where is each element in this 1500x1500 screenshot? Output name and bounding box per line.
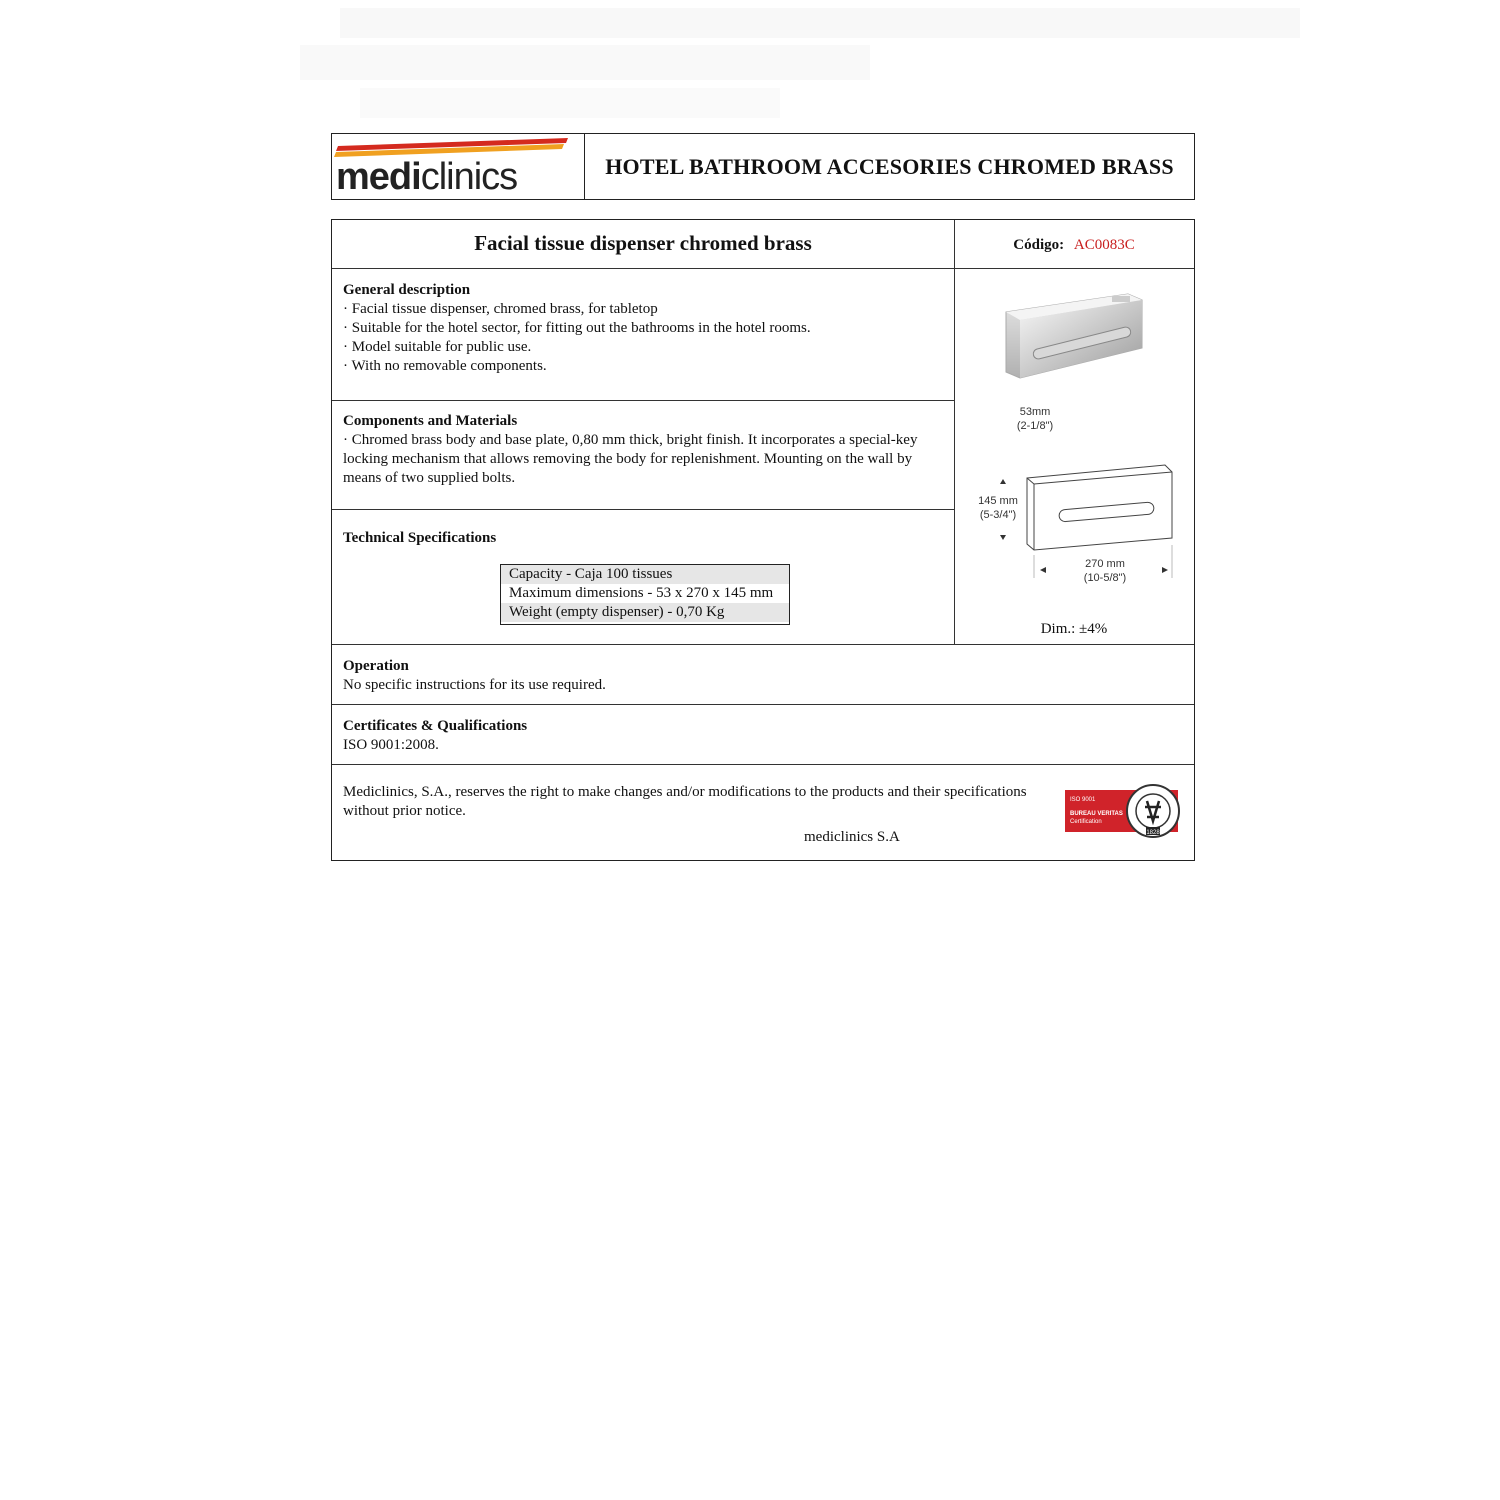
certificates-text: ISO 9001:2008. [343,737,439,753]
bleed-through-artifact [360,88,780,118]
product-title: Facial tissue dispenser chromed brass [474,231,812,255]
spec-row-weight: Weight (empty dispenser) - 0,70 Kg [501,603,789,622]
spec-row-capacity: Capacity - Caja 100 tissues [501,565,789,584]
badge-cert-text: Certification [1070,819,1102,825]
operation-heading: Operation [343,658,409,674]
document-header [331,133,1195,200]
divider [332,704,1194,705]
general-line: · Model suitable for public use. [343,339,532,355]
components-line: · Chromed brass body and base plate, 0,80 mm thick, bright finish. It incorporates a special-key [343,432,918,448]
general-line: · Suitable for the hotel sector, for fitting out the bathrooms in the hotel rooms. [343,320,811,336]
code-value: AC0083C [1073,237,1135,253]
components-line: means of two supplied bolts. [343,470,516,486]
divider [332,268,1194,269]
width-mm-label: 270 mm [1085,558,1125,570]
general-heading: General description [343,282,471,298]
width-in-label: (10-5/8") [1083,572,1127,584]
tissue-dispenser-photo [1000,290,1150,390]
divider [332,400,954,401]
depth-mm-label: 53mm [1019,406,1051,418]
footer-disclaimer-line: without prior notice. [343,803,466,819]
header-title: HOTEL BATHROOM ACCESORIES CHROMED BRASS [605,153,1174,179]
operation-text: No specific instructions for its use required. [343,677,606,693]
spec-table [500,564,790,625]
badge-year-text: 1828 [1146,830,1160,836]
bleed-through-artifact [300,45,870,80]
footer-company: mediclinics S.A [804,829,900,845]
badge-bv-text: BUREAU VERITAS [1070,811,1123,817]
spec-row-dimensions: Maximum dimensions - 53 x 270 x 145 mm [509,585,774,601]
product-sheet [331,219,1195,861]
technical-heading: Technical Specifications [343,530,497,546]
general-line: · Facial tissue dispenser, chromed brass, for tabletop [343,301,658,317]
logo-text: mediclinics [336,156,518,198]
divider [332,644,1194,645]
bleed-through-artifact [340,8,1300,38]
dimension-tolerance: Dim.: ±4% [1040,621,1108,637]
code-label: Código: [1013,237,1065,253]
height-in-label: (5-3/4") [979,509,1017,521]
components-heading: Components and Materials [343,413,518,429]
mediclinics-logo [332,134,585,199]
divider [332,509,954,510]
footer-disclaimer-line: Mediclinics, S.A., reserves the right to make changes and/or modifications to the products and their specifications [343,784,1027,800]
divider [332,764,1194,765]
bureau-veritas-seal-icon [1125,783,1181,839]
certificates-heading: Certificates & Qualifications [343,718,528,734]
product-code [954,236,1194,255]
divider [954,220,955,645]
badge-iso-text: ISO 9001 [1070,797,1096,803]
general-line: · With no removable components. [343,358,547,374]
components-line: locking mechanism that allows removing the body for replenishment. Mounting on the wall by [343,451,913,467]
height-mm-label: 145 mm [978,495,1018,507]
depth-in-label: (2-1/8") [1016,420,1054,432]
